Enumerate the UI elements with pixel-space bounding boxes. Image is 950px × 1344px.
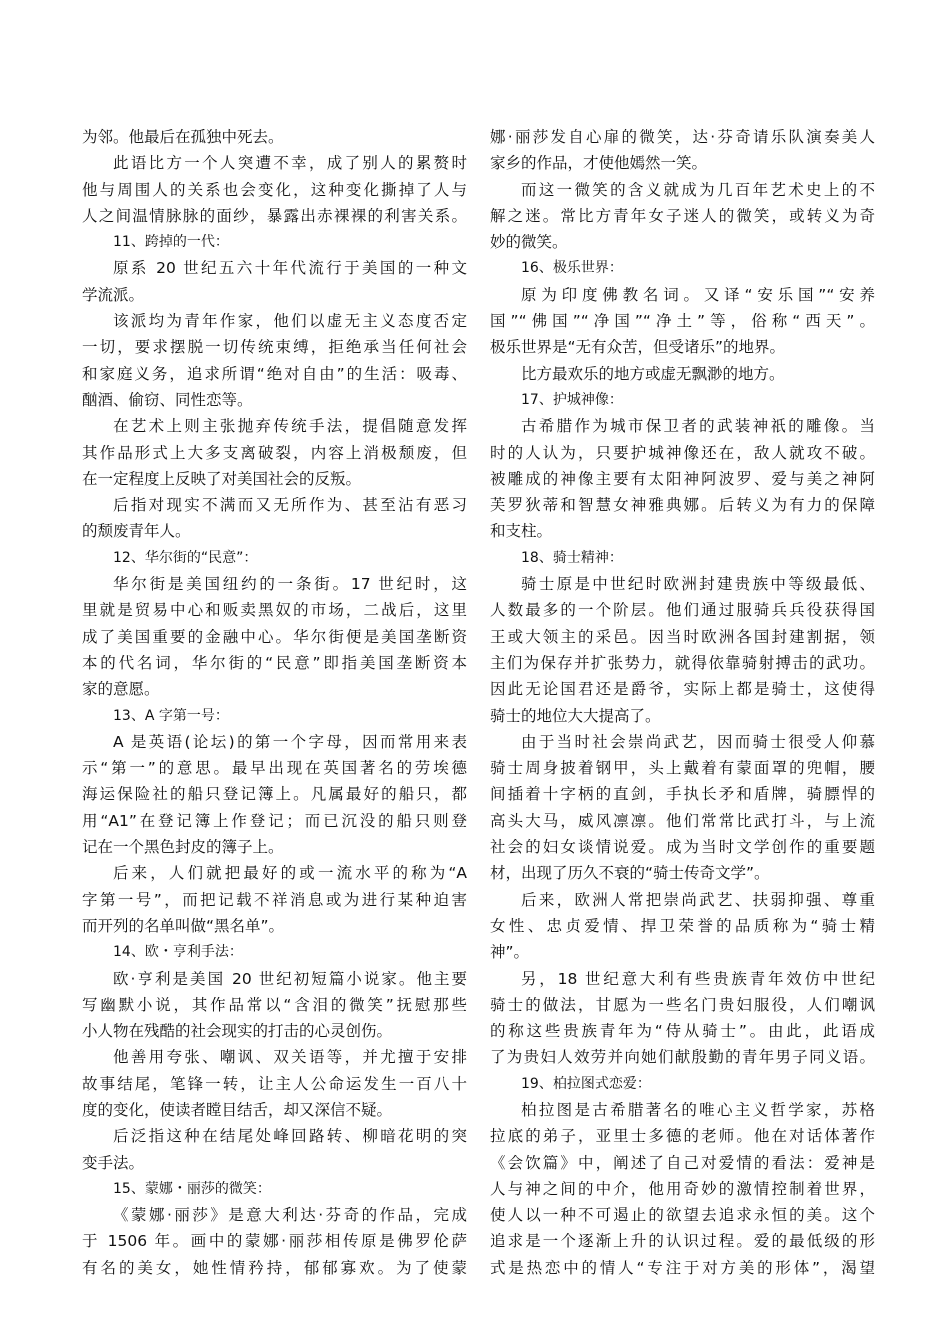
section-heading: 18、骑士精神： <box>521 549 623 566</box>
section-heading: 19、柏拉图式恋爱： <box>521 1075 651 1092</box>
text-line: 后泛指这种在结尾处峰回路转、柳暗花明的突 <box>113 1127 467 1146</box>
text-line: 和支柱。 <box>490 522 553 541</box>
text-line: 的称这些贵族青年为“侍从骑士”。由此，此语成 <box>490 1022 875 1041</box>
text-line: 骑士的地位大大提高了。 <box>490 706 661 725</box>
text-line: 追求是一个逐渐上升的认识过程。爱的最低级的形 <box>490 1232 875 1251</box>
text-line: 人数最多的一个阶层。他们通过服骑兵兵役获得国 <box>490 601 875 620</box>
text-line: 娜·丽莎发自心扉的微笑，达·芬奇请乐队演奏美人 <box>490 128 875 146</box>
text-line: 了为贵妇人效劳并向她们献殷勤的青年男子同义语。 <box>490 1048 875 1067</box>
text-line: 用“A1”在登记簿上作登记；而已沉没的船只则登 <box>82 811 467 830</box>
text-line: 而这一微笑的含义就成为几百年艺术史上的不 <box>521 180 875 199</box>
text-line: 于 1506 年。画中的蒙娜·丽莎相传原是佛罗伦萨 <box>82 1232 467 1251</box>
text-line: 变手法。 <box>82 1153 145 1172</box>
text-line: 华尔街是美国纽约的一条街。17 世纪时，这 <box>113 575 467 594</box>
text-line: 记在一个黑色封皮的簿子上。 <box>82 838 284 857</box>
text-line: 示“第一”的意思。最早出现在英国著名的劳埃德 <box>82 759 467 778</box>
text-line: 因此无论国君还是爵爷，实际上都是骑士，这使得 <box>490 680 875 699</box>
text-line: 王或大领主的采邑。因当时欧洲各国封建割据，领 <box>490 627 875 646</box>
text-line: 骑士的做法，甘愿为一些名门贵妇服役，人们嘲讽 <box>490 995 875 1014</box>
text-line: 神”。 <box>490 943 530 962</box>
section-heading: 17、护城神像： <box>521 391 623 408</box>
text-line: 为邻。他最后在孤独中死去。 <box>82 128 284 146</box>
text-line: 后来，欧洲人常把崇尚武艺、扶弱抑强、尊重 <box>521 890 875 909</box>
text-line: 原为印度佛教名词。又译“安乐国”“安养 <box>521 285 875 304</box>
text-line: 另，18 世纪意大利有些贵族青年效仿中世纪 <box>521 969 875 988</box>
text-line: 被雕成的神像主要有太阳神阿波罗、爱与美之神阿 <box>490 469 875 488</box>
text-line: 他善用夸张、嘲讽、双关语等，并尤擅于安排 <box>113 1048 467 1067</box>
text-line: 家乡的作品，才使他嫣然一笑。 <box>490 154 708 173</box>
section-heading: 14、欧・亨利手法： <box>113 944 243 961</box>
text-line: 里就是贸易中心和贩卖黑奴的市场，二战后，这里 <box>82 601 467 620</box>
text-line: 后指对现实不满而又无所作为、甚至沾有恶习 <box>113 496 467 515</box>
text-line: 时的人认为，只要护城神像还在，敌人就攻不破。 <box>490 443 875 462</box>
text-line: 酗酒、偷窃、同性恋等。 <box>82 390 253 409</box>
text-line: 拉底的弟子，亚里士多德的老师。他在对话体著作 <box>490 1127 875 1146</box>
text-line: 此语比方一个人突遭不幸，成了别人的累赘时 <box>113 154 467 173</box>
text-line: 在艺术上则主张抛弃传统手法，提倡随意发挥 <box>113 417 467 436</box>
text-line: 人与神之间的中介，他用奇妙的激情控制着世界， <box>490 1179 875 1198</box>
text-line: 人之间温情脉脉的面纱，暴露出赤裸裸的利害关系。 <box>82 206 467 225</box>
text-line: 式是热恋中的情人“专注于对方美的形体”，渴望 <box>490 1258 875 1277</box>
text-line: 一切，要求摆脱一切传统束缚，拒绝承当任何社会 <box>82 338 467 357</box>
text-line: 由于当时社会崇尚武艺，因而骑士很受人仰慕 <box>521 732 875 751</box>
text-line: 他与周围人的关系也会变化，这种变化撕掉了人与 <box>82 180 467 199</box>
text-line: 写幽默小说，其作品常以“含泪的微笑”抚慰那些 <box>82 995 467 1014</box>
text-line: 骑士原是中世纪时欧洲封建贵族中等级最低、 <box>521 575 875 594</box>
left-column <box>82 124 467 1281</box>
text-line: 海运保险社的船只登记簿上。凡属最好的船只，都 <box>82 785 467 804</box>
text-line: 其作品形式上大多支离破裂，内容上消极颓废，但 <box>82 443 467 462</box>
text-line: A 是英语(论坛)的第一个字母，因而常用来表 <box>113 732 467 751</box>
text-line: 字第一号”，而把记载不祥消息或为进行某种迫害 <box>82 890 467 909</box>
text-line: 的颓废青年人。 <box>82 522 191 541</box>
section-heading: 12、华尔街的“民意”： <box>113 549 258 566</box>
text-line: 有名的美女，她性情矜持，郁郁寡欢。为了使蒙 <box>82 1258 467 1277</box>
text-line: 和家庭义务，追求所谓“绝对自由”的生活：吸毒、 <box>82 364 467 383</box>
text-line: 故事结尾，笔锋一转，让主人公命运发生一百八十 <box>82 1074 467 1093</box>
section-heading: 13、A 字第一号： <box>113 707 229 724</box>
text-line: 成了美国重要的金融中心。华尔街便是美国垄断资 <box>82 627 467 646</box>
text-line: 材，出现了历久不衰的“骑士传奇文学”。 <box>490 864 770 883</box>
text-line: 社会的妇女谈情说爱。成为当时文学创作的重要题 <box>490 838 875 857</box>
text-line: 小人物在残酷的社会现实的打击的心灵创伤。 <box>82 1022 393 1041</box>
text-line: 使人以一种不可遏止的欲望去追求永恒的美。这个 <box>490 1206 875 1225</box>
text-line: 女性、忠贞爱情、捍卫荣誉的品质称为“骑士精 <box>490 916 875 935</box>
text-line: 解之迷。常比方青年女子迷人的微笑，或转义为奇 <box>490 206 875 225</box>
text-line: 国”“佛国”“净国”“净土”等，俗称“西天”。 <box>490 312 875 331</box>
text-line: 极乐世界是“无有众苦，但受诸乐”的地界。 <box>490 338 786 357</box>
section-heading: 15、蒙娜・丽莎的微笑： <box>113 1180 271 1197</box>
text-line: 《蒙娜·丽莎》是意大利达·芬奇的作品，完成 <box>113 1206 467 1225</box>
text-line: 柏拉图是古希腊著名的唯心主义哲学家，苏格 <box>521 1100 875 1119</box>
text-line: 间插着十字柄的直剑，手执长矛和盾牌，骑膘悍的 <box>490 785 875 804</box>
text-line: 该派均为青年作家，他们以虚无主义态度否定 <box>113 312 467 331</box>
text-line: 《会饮篇》中，阐述了自己对爱情的看法：爱神是 <box>490 1153 875 1172</box>
text-line: 本的代名词，华尔街的“民意”即指美国垄断资本 <box>82 653 467 672</box>
text-line: 家的意愿。 <box>82 680 160 699</box>
text-line: 原系 20 世纪五六十年代流行于美国的一种文 <box>113 259 467 278</box>
text-line: 芙罗狄蒂和智慧女神雅典娜。后转义为有力的保障 <box>490 496 875 515</box>
right-column <box>490 124 875 1281</box>
text-line: 学流派。 <box>82 285 145 304</box>
section-heading: 16、极乐世界： <box>521 260 623 277</box>
text-line: 骑士周身披着钢甲，头上戴着有蒙面罩的兜帽，腰 <box>490 759 875 778</box>
text-line: 比方最欢乐的地方或虚无飘渺的地方。 <box>521 364 785 383</box>
section-heading: 11、跨掉的一代： <box>113 234 229 251</box>
text-line: 欧·亨利是美国 20 世纪初短篇小说家。他主要 <box>113 969 467 988</box>
text-line: 在一定程度上反映了对美国社会的反叛。 <box>82 469 362 488</box>
text-line: 后来，人们就把最好的或一流水平的称为“A <box>113 864 467 883</box>
text-line: 度的变化，使读者瞠目结舌，却又深信不疑。 <box>82 1100 393 1119</box>
text-line: 而开列的名单叫做“黑名单”。 <box>82 916 285 935</box>
text-line: 妙的微笑。 <box>490 233 568 252</box>
text-line: 主们为保存并扩张势力，就得依靠骑射搏击的武功。 <box>490 653 875 672</box>
text-line: 高头大马，威风凛凛。他们常常比武打斗，与上流 <box>490 811 875 830</box>
text-line: 古希腊作为城市保卫者的武装神祇的雕像。当 <box>521 417 875 436</box>
